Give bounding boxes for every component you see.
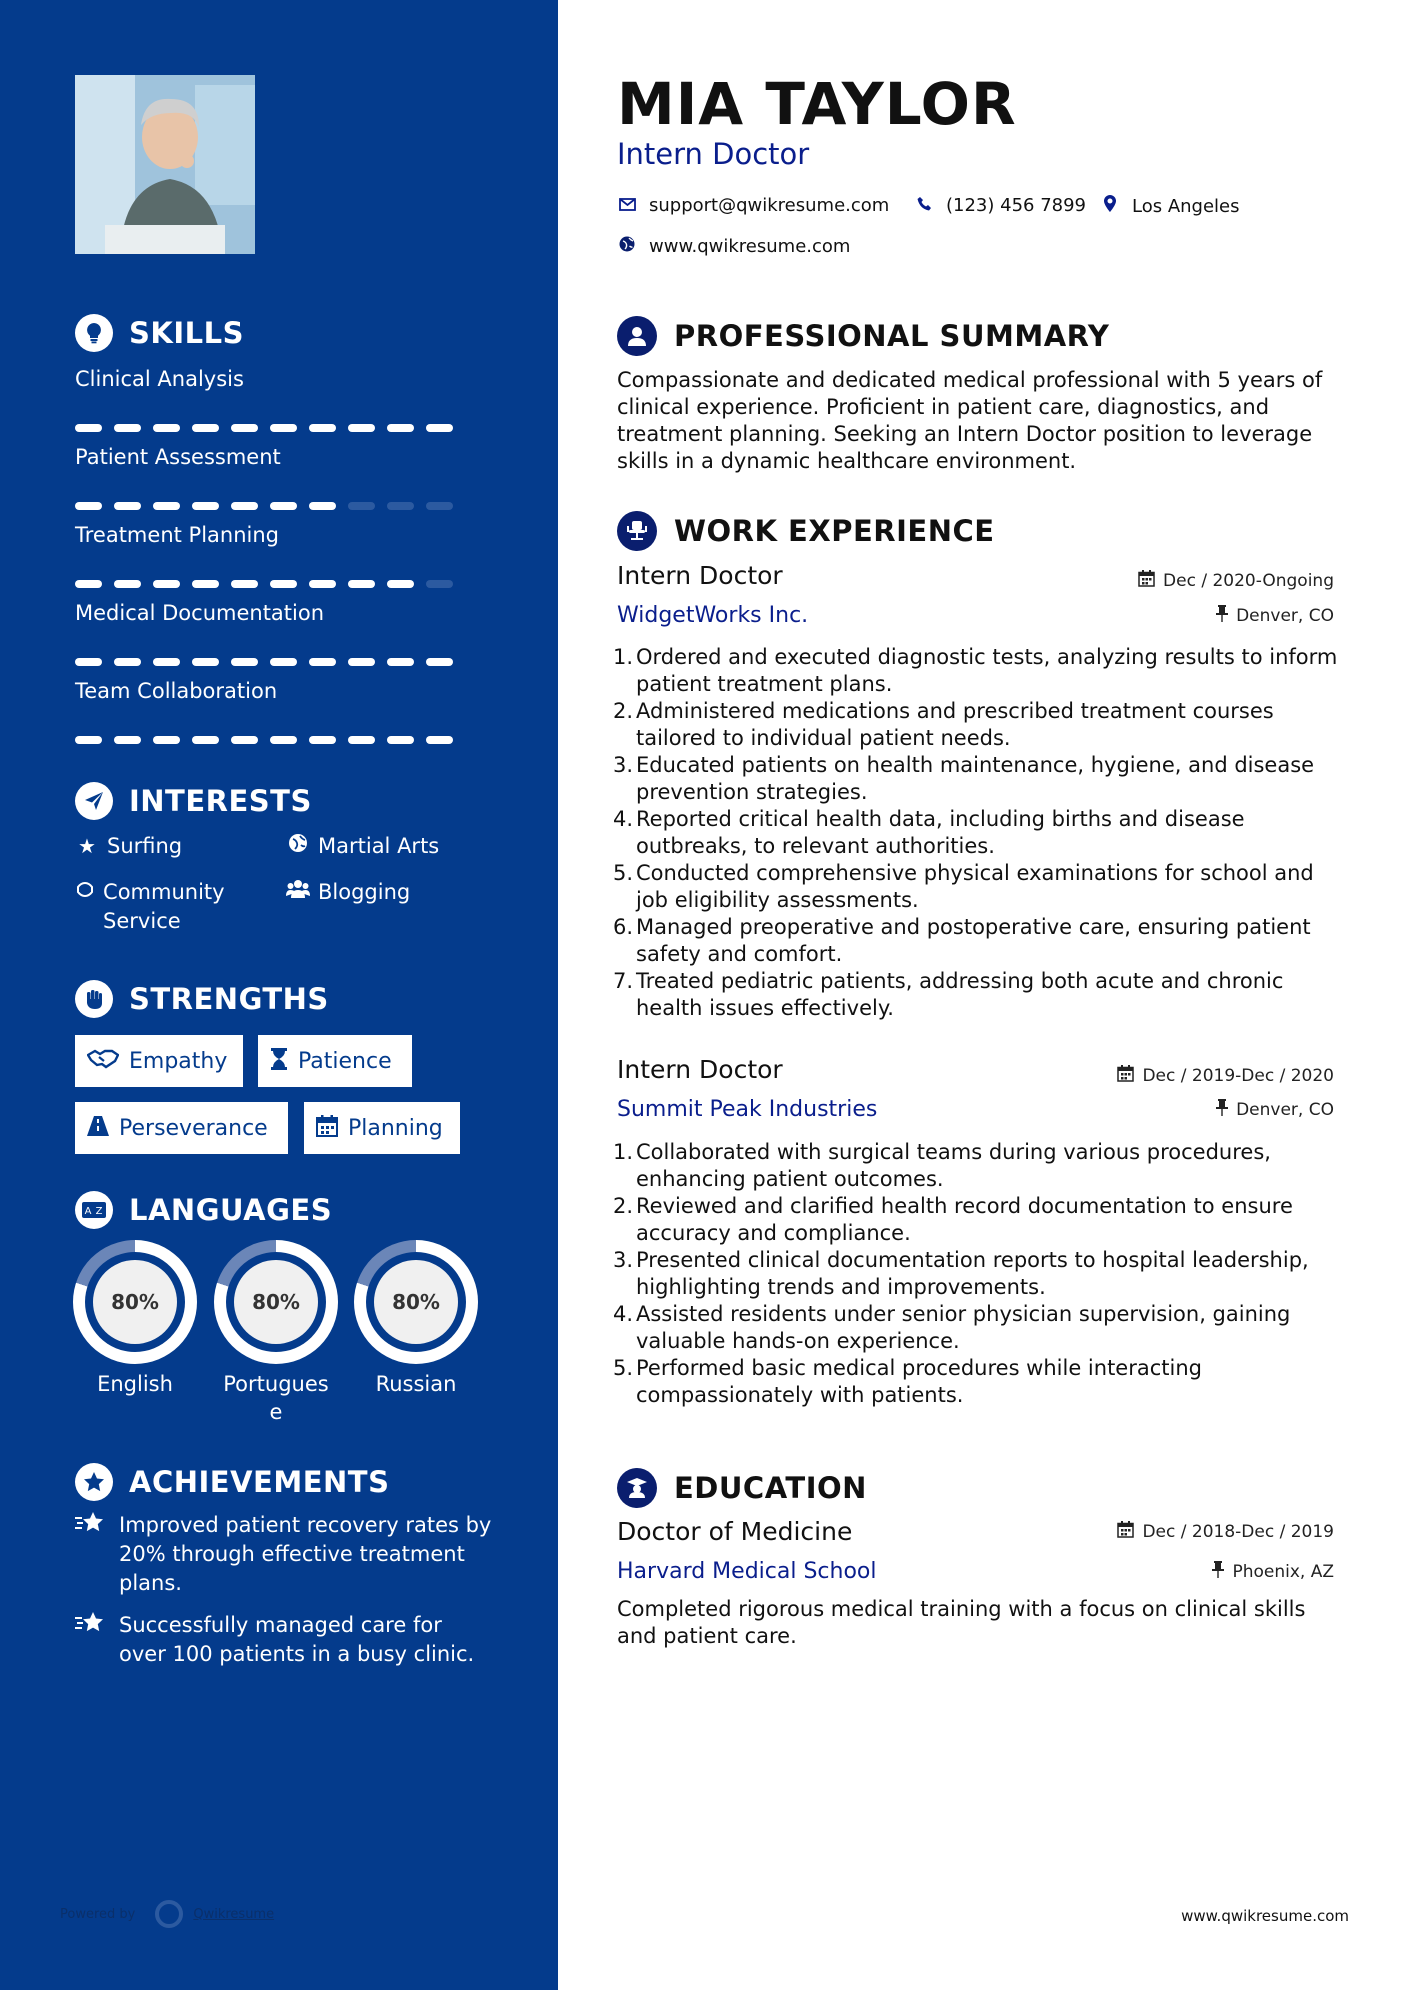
skill-dash-filled (75, 658, 102, 666)
user-icon (617, 316, 657, 356)
fist-icon (75, 980, 113, 1018)
calendar-icon (316, 1115, 338, 1142)
job-bullet-text: Presented clinical documentation reports to hospital leadership, highlighting trends and improvements. (636, 1248, 1309, 1299)
skill-dash-filled (192, 502, 219, 510)
skill-dash-filled (348, 658, 375, 666)
job-dates-text: Dec / 2020-Ongoing (1163, 570, 1334, 591)
candidate-name: MIA TAYLOR (617, 70, 1017, 138)
job-dates (1117, 1065, 1334, 1086)
language-percent: 80% (374, 1260, 458, 1344)
job-bullet-number: 4. (613, 807, 634, 831)
skill-dash-filled (309, 658, 336, 666)
skill-level-bar (75, 580, 455, 588)
skill-dash-filled (192, 658, 219, 666)
skill-dash-filled (348, 580, 375, 588)
skill-item (75, 679, 455, 744)
education-location-text: Phoenix, AZ (1232, 1561, 1334, 1582)
qwikresume-logo-icon (155, 1900, 183, 1928)
strength-label: Perseverance (119, 1115, 268, 1141)
skill-dash-filled (387, 580, 414, 588)
skill-dash-filled (270, 424, 297, 432)
map-pin-icon (1100, 195, 1120, 217)
job-bullet-number: 1. (613, 1140, 634, 1164)
job-bullet-number: 6. (613, 915, 634, 939)
strength-tag (304, 1102, 460, 1154)
pushpin-icon (1212, 1561, 1224, 1582)
job-bullet-number: 2. (613, 1194, 634, 1218)
job-bullet (613, 698, 1343, 752)
skill-dash-filled (426, 736, 453, 744)
calendar-icon (1138, 570, 1155, 591)
strengths-heading (75, 980, 329, 1018)
job-role: Intern Doctor (617, 1055, 783, 1084)
profile-photo (75, 75, 255, 254)
skill-dash-filled (309, 502, 336, 510)
hourglass-icon (270, 1048, 288, 1075)
job-bullet-number: 3. (613, 753, 634, 777)
skill-dash-filled (192, 736, 219, 744)
language-item (214, 1240, 338, 1426)
interests-heading-text: INTERESTS (129, 784, 312, 818)
job-location-text: Denver, CO (1236, 1099, 1334, 1120)
envelope-icon (617, 196, 637, 216)
powered-by-text: Powered by (60, 1906, 136, 1922)
skill-dash-filled (231, 580, 258, 588)
skill-dash-filled (231, 424, 258, 432)
skill-dash-filled (309, 424, 336, 432)
experience-heading-text: WORK EXPERIENCE (674, 514, 995, 548)
qwikresume-link[interactable]: Qwikresume (193, 1906, 275, 1922)
skill-level-bar (75, 736, 455, 744)
skill-name: Treatment Planning (75, 523, 279, 547)
language-percent: 80% (234, 1260, 318, 1344)
calendar-icon (1117, 1521, 1134, 1542)
language-name: Portuguese (223, 1372, 329, 1424)
skill-dash-filled (348, 424, 375, 432)
strength-tag (75, 1102, 288, 1154)
interest-label: Surfing (107, 834, 183, 858)
job-bullet (613, 1139, 1343, 1193)
strength-label: Planning (348, 1115, 443, 1141)
skill-item (75, 367, 455, 432)
office-chair-icon (617, 511, 657, 551)
strength-tag (75, 1035, 243, 1087)
sidebar (0, 0, 558, 1990)
contact-website[interactable] (617, 236, 850, 257)
skill-dash-filled (426, 658, 453, 666)
skill-dash-empty (426, 580, 453, 588)
achievement-item (75, 1511, 495, 1598)
skill-name: Patient Assessment (75, 445, 281, 469)
job-bullet (613, 752, 1343, 806)
job-bullet (613, 860, 1343, 914)
skill-dash-filled (348, 736, 375, 744)
job-bullet-number: 7. (613, 969, 634, 993)
skill-item (75, 601, 455, 666)
job-bullet (613, 1193, 1343, 1247)
pushpin-icon (1216, 605, 1228, 626)
skill-dash-filled (153, 736, 180, 744)
skill-dash-filled (114, 736, 141, 744)
skill-dash-filled (387, 736, 414, 744)
skill-dash-filled (114, 658, 141, 666)
road-icon (87, 1116, 109, 1141)
contact-phone[interactable] (914, 195, 1086, 216)
job-bullet (613, 1355, 1343, 1409)
skill-dash-filled (153, 424, 180, 432)
skill-item (75, 445, 455, 510)
interest-item (286, 832, 439, 861)
skills-heading (75, 314, 244, 352)
job-bullet-number: 1. (613, 645, 634, 669)
location-text: Los Angeles (1132, 195, 1240, 217)
language-percent: 80% (93, 1260, 177, 1344)
job-bullet-text: Administered medications and prescribed treatment courses tailored to individual patient needs. (636, 699, 1274, 750)
job-role: Intern Doctor (617, 561, 783, 590)
contact-email[interactable] (617, 195, 889, 216)
globe-icon (617, 236, 637, 257)
job-bullet (613, 1301, 1343, 1355)
job-company: WidgetWorks Inc. (617, 603, 809, 628)
achievements-heading (75, 1463, 389, 1501)
skill-dash-filled (153, 658, 180, 666)
job-bullet-text: Ordered and executed diagnostic tests, analyzing results to inform patient treatment plans. (636, 645, 1338, 696)
achievements-heading-text: ACHIEVEMENTS (129, 1465, 390, 1499)
education-location (1212, 1561, 1334, 1582)
language-proficiency-ring (354, 1240, 478, 1364)
paper-plane-icon (75, 782, 113, 820)
job-dates-text: Dec / 2019-Dec / 2020 (1142, 1065, 1334, 1086)
strength-label: Empathy (129, 1048, 228, 1074)
job-bullet-text: Reported critical health data, including births and disease outbreaks, to relevant authorities. (636, 807, 1245, 858)
job-location-text: Denver, CO (1236, 605, 1334, 626)
job-bullet-number: 5. (613, 861, 634, 885)
strengths-heading-text: STRENGTHS (129, 982, 329, 1016)
education-heading-text: EDUCATION (674, 1471, 867, 1505)
language-name: English (97, 1372, 173, 1396)
job-dates (1138, 570, 1334, 591)
skill-dash-filled (231, 658, 258, 666)
job-location (1216, 605, 1334, 626)
interest-label: Community Service (103, 880, 225, 933)
svg-text:Z: Z (95, 1206, 103, 1217)
phone-icon (914, 196, 934, 216)
job-bullet-text: Conducted comprehensive physical examinations for school and job eligibility assessments. (636, 861, 1314, 912)
education-degree: Doctor of Medicine (617, 1517, 853, 1546)
hand-icon (75, 878, 95, 907)
job-bullet-text: Educated patients on health maintenance, hygiene, and disease prevention strategies. (636, 753, 1315, 804)
skill-dash-empty (348, 502, 375, 510)
skill-level-bar (75, 502, 455, 510)
languages-heading-text: LANGUAGES (129, 1193, 333, 1227)
skill-dash-filled (75, 736, 102, 744)
summary-heading-text: PROFESSIONAL SUMMARY (674, 319, 1110, 353)
handshake-icon (87, 1049, 119, 1074)
job-bullet (613, 968, 1343, 1022)
skill-name: Medical Documentation (75, 601, 325, 625)
skill-name: Team Collaboration (75, 679, 278, 703)
graduate-icon (617, 1468, 657, 1508)
job-bullet-text: Performed basic medical procedures while interacting compassionately with patients. (636, 1356, 1202, 1407)
skill-dash-filled (114, 502, 141, 510)
pushpin-icon (1216, 1099, 1228, 1120)
job-bullet-list (613, 644, 1343, 1022)
phone-text: (123) 456 7899 (946, 195, 1087, 216)
skill-dash-empty (387, 502, 414, 510)
candidate-title: Intern Doctor (617, 137, 810, 171)
skill-dash-filled (309, 736, 336, 744)
achievement-text: Successfully managed care for over 100 patients in a busy clinic. (119, 1613, 475, 1666)
skill-dash-filled (75, 424, 102, 432)
interest-label: Blogging (318, 880, 411, 904)
skill-dash-filled (231, 502, 258, 510)
skill-dash-filled (153, 580, 180, 588)
calendar-icon (1117, 1065, 1134, 1086)
job-bullet-text: Assisted residents under senior physician supervision, gaining valuable hands-on experience. (636, 1302, 1291, 1353)
education-dates-text: Dec / 2018-Dec / 2019 (1142, 1521, 1334, 1542)
education-school: Harvard Medical School (617, 1559, 877, 1584)
powered-by (60, 1900, 274, 1928)
skill-name: Clinical Analysis (75, 367, 244, 391)
summary-text: Compassionate and dedicated medical professional with 5 years of clinical experience. Proficient in patient care, diagnostics, and treatment planning. Seeking an Intern Doctor position to leverage skills in a dynamic healthcare environment. (617, 368, 1323, 473)
language-item (73, 1240, 197, 1398)
language-item (354, 1240, 478, 1398)
skill-dash-filled (270, 658, 297, 666)
skill-dash-filled (114, 424, 141, 432)
skill-dash-filled (153, 502, 180, 510)
job-company: Summit Peak Industries (617, 1097, 878, 1122)
strength-tag (258, 1035, 412, 1087)
job-bullet-number: 3. (613, 1248, 634, 1272)
skill-dash-filled (231, 736, 258, 744)
education-description: Completed rigorous medical training with a focus on clinical skills and patient care. (617, 1597, 1306, 1648)
skill-dash-filled (114, 580, 141, 588)
job-bullet-text: Treated pediatric patients, addressing both acute and chronic health issues effectively. (636, 969, 1284, 1020)
footer-website[interactable]: www.qwikresume.com (1181, 1907, 1349, 1925)
achievement-item (75, 1611, 495, 1669)
skill-dash-filled (192, 580, 219, 588)
interest-item (75, 878, 275, 936)
interest-item (75, 832, 182, 861)
experience-heading (617, 511, 995, 551)
job-bullet-text: Managed preoperative and postoperative care, ensuring patient safety and comfort. (636, 915, 1311, 966)
lightbulb-icon (75, 314, 113, 352)
language-name: Russian (375, 1372, 457, 1396)
email-text: support@qwikresume.com (649, 195, 890, 216)
interest-label: Martial Arts (318, 834, 440, 858)
job-bullet-text: Collaborated with surgical teams during various procedures, enhancing patient outcomes. (636, 1140, 1271, 1191)
language-proficiency-ring (214, 1240, 338, 1364)
job-location (1216, 1099, 1334, 1120)
job-bullet (613, 644, 1343, 698)
globe-icon (286, 832, 310, 861)
interests-heading (75, 782, 312, 820)
job-bullet (613, 1247, 1343, 1301)
job-bullet-number: 2. (613, 699, 634, 723)
skill-dash-filled (387, 424, 414, 432)
strength-label: Patience (298, 1048, 392, 1074)
skill-dash-filled (75, 502, 102, 510)
website-text: www.qwikresume.com (649, 236, 851, 257)
interest-item (286, 878, 410, 907)
languages-heading (75, 1191, 332, 1229)
job-bullet-number: 4. (613, 1302, 634, 1326)
skill-level-bar (75, 658, 455, 666)
star-burst-icon (75, 1611, 107, 1669)
education-dates (1117, 1521, 1334, 1542)
star-burst-icon (75, 1511, 107, 1598)
contact-location (1100, 195, 1240, 217)
job-bullet (613, 806, 1343, 860)
summary-heading (617, 316, 1109, 356)
job-bullet-number: 5. (613, 1356, 634, 1380)
language-icon (75, 1191, 113, 1229)
skill-item (75, 523, 455, 588)
star-icon: ★ (78, 834, 96, 858)
svg-text:A: A (84, 1206, 92, 1217)
skill-dash-filled (426, 424, 453, 432)
skill-dash-empty (426, 502, 453, 510)
job-bullet-text: Reviewed and clarified health record documentation to ensure accuracy and compliance. (636, 1194, 1293, 1245)
skill-dash-filled (192, 424, 219, 432)
education-heading (617, 1468, 867, 1508)
skill-dash-filled (309, 580, 336, 588)
skill-dash-filled (387, 658, 414, 666)
job-bullet-list (613, 1139, 1343, 1409)
skills-heading-text: SKILLS (129, 316, 244, 350)
achievement-text: Improved patient recovery rates by 20% through effective treatment plans. (119, 1513, 492, 1595)
users-icon (286, 878, 310, 907)
skill-dash-filled (75, 580, 102, 588)
skill-dash-filled (270, 580, 297, 588)
skill-level-bar (75, 424, 455, 432)
skill-dash-filled (270, 736, 297, 744)
skill-dash-filled (270, 502, 297, 510)
job-bullet (613, 914, 1343, 968)
star-badge-icon (75, 1463, 113, 1501)
language-proficiency-ring (73, 1240, 197, 1364)
